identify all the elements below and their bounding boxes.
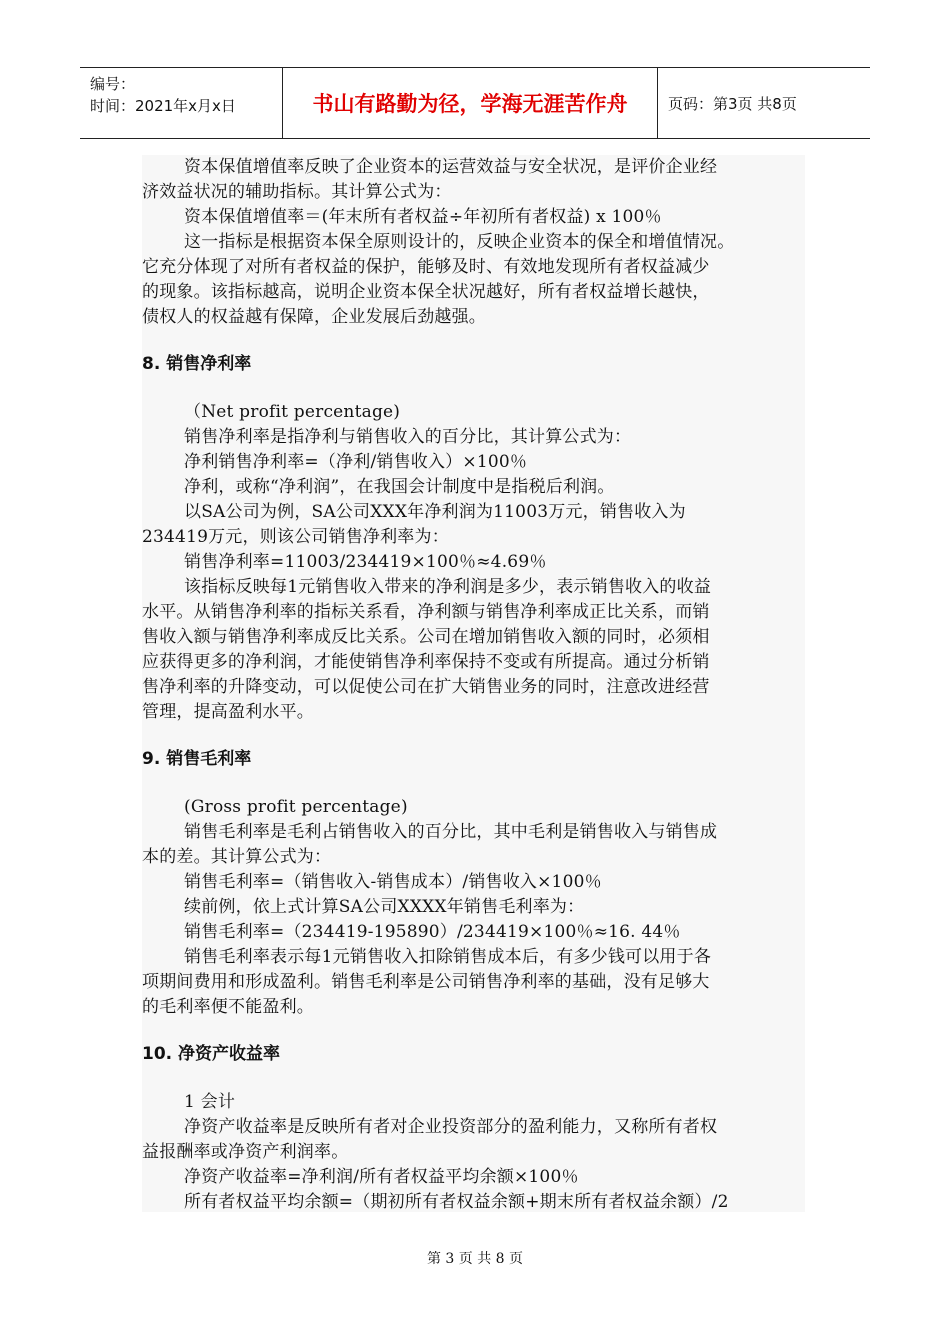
serial-label: 编号： [90,75,136,93]
paragraph-line: 应获得更多的净利润，才能使销售净利率保持不变或有所提高。通过分析销 [142,652,710,672]
formula-line: 净利销售净利率=（净利/销售收入）×100％ [184,452,528,472]
formula-line: 销售毛利率=（销售收入-销售成本）/销售收入×100％ [184,872,602,892]
subsection-label: 1 会计 [184,1092,236,1112]
paragraph-line: 的毛利率便不能盈利。 [142,997,314,1017]
paragraph-line: 本的差。其计算公式为： [142,847,332,867]
formula-line: 销售毛利率=（234419-195890）/234419×100％≈16. 44％ [184,922,681,942]
paragraph-line: 净资产收益率是反映所有者对企业投资部分的盈利能力，又称所有者权 [184,1117,718,1137]
paragraph-line: 它充分体现了对所有者权益的保护，能够及时、有效地发现所有者权益减少 [142,257,710,277]
paragraph-line: 净利，或称“净利润”，在我国会计制度中是指税后利润。 [184,477,615,497]
section-heading-8: 8. 销售净利率 [142,354,252,374]
header-page-info: 页码：第3页 共8页 [668,94,797,113]
formula-line: 销售净利率=11003/234419×100％≈4.69％ [184,552,547,572]
date-text: 时间：2021年x月x日 [90,97,236,115]
paragraph-line: 济效益状况的辅助指标。其计算公式为： [142,182,452,202]
paragraph-line: 售净利率的升降变动，可以促使公司在扩大销售业务的同时，注意改进经营 [142,677,710,697]
section-heading-10: 10. 净资产收益率 [142,1044,281,1064]
formula-line: 所有者权益平均余额=（期初所有者权益余额+期末所有者权益余额）/2 [184,1192,729,1212]
page-footer: 第 3 页 共 8 页 [426,1251,524,1267]
english-subtitle: (Gross profit percentage) [184,797,408,817]
formula-line: 资本保值增值率＝(年末所有者权益÷年初所有者权益) x 100％ [184,207,662,227]
paragraph-line: 销售毛利率表示每1元销售收入扣除销售成本后，有多少钱可以用于各 [184,947,712,967]
english-subtitle: （Net profit percentage) [184,402,401,422]
paragraph-line: 这一指标是根据资本保全原则设计的，反映企业资本的保全和增值情况。 [184,232,735,252]
page-header [80,67,870,139]
section-heading-9: 9. 销售毛利率 [142,749,252,769]
paragraph-line: 该指标反映每1元销售收入带来的净利润是多少，表示销售收入的收益 [184,577,712,597]
paragraph-line: 销售毛利率是毛利占销售收入的百分比，其中毛利是销售收入与销售成 [184,822,718,842]
paragraph-line: 管理，提高盈利水平。 [142,702,314,722]
header-motto: 书山有路勤为径，学海无涯苦作舟 [283,68,658,138]
paragraph-line: 续前例，依上式计算SA公司XXXX年销售毛利率为： [184,897,585,917]
document-body [142,155,805,1212]
header-meta [80,68,283,138]
paragraph-line: 234419万元，则该公司销售净利率为： [142,527,449,547]
paragraph-line: 销售净利率是指净利与销售收入的百分比，其计算公式为： [184,427,632,447]
paragraph-line: 益报酬率或净资产利润率。 [142,1142,349,1162]
formula-line: 净资产收益率=净利润/所有者权益平均余额×100％ [184,1167,579,1187]
paragraph-line: 债权人的权益越有保障，企业发展后劲越强。 [142,307,486,327]
paragraph-line: 以SA公司为例，SA公司XXX年净利润为11003万元，销售收入为 [184,502,686,522]
paragraph-line: 资本保值增值率反映了企业资本的运营效益与安全状况，是评价企业经 [184,157,718,177]
paragraph-line: 售收入额与销售净利率成反比关系。公司在增加销售收入额的同时，必须相 [142,627,710,647]
paragraph-line: 水平。从销售净利率的指标关系看，净利额与销售净利率成正比关系，而销 [142,602,710,622]
paragraph-line: 项期间费用和形成盈利。销售毛利率是公司销售净利率的基础，没有足够大 [142,972,710,992]
paragraph-line: 的现象。该指标越高，说明企业资本保全状况越好，所有者权益增长越快， [142,282,710,302]
